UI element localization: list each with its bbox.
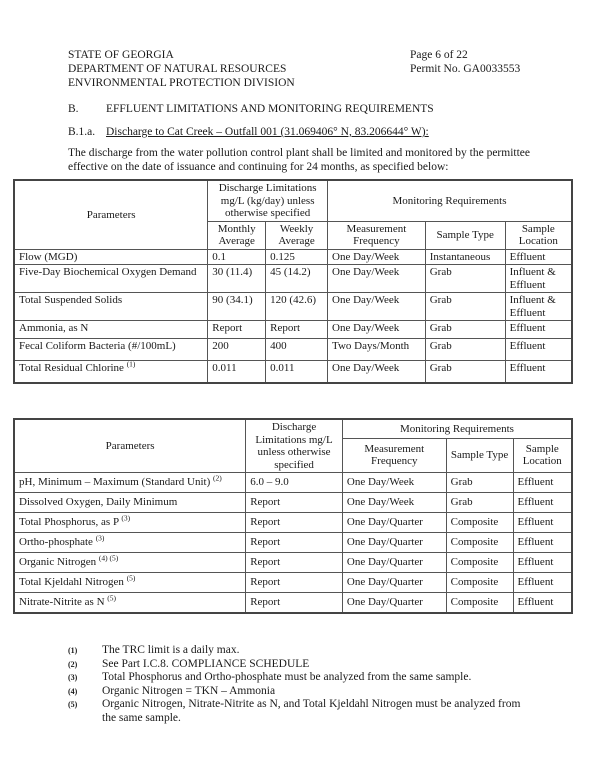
sample-location: Effluent xyxy=(513,493,572,513)
parameter-name: Total Kjeldahl Nitrogen xyxy=(19,576,124,589)
footnotes xyxy=(68,644,522,725)
footnote-text: See Part I.C.8. COMPLIANCE SCHEDULE xyxy=(102,657,310,670)
footnote-ref: (3) xyxy=(121,513,131,523)
table2-header-monitoring: Monitoring Requirements xyxy=(342,419,572,438)
footnote-marker: (1) xyxy=(68,646,78,655)
table1-header-monitoring: Monitoring Requirements xyxy=(328,180,572,221)
parameter-name: Five-Day Biochemical Oxygen Demand xyxy=(19,266,197,278)
parameter-name: Total Suspended Solids xyxy=(19,294,123,306)
footnote-ref: (5) xyxy=(107,593,117,603)
table1-header-parameters: Parameters xyxy=(14,180,208,249)
agency-header xyxy=(68,48,295,90)
weekly-average: 0.125 xyxy=(266,249,328,265)
sample-type: Composite xyxy=(446,533,513,553)
parameter-cell xyxy=(14,339,208,361)
parameter-cell xyxy=(14,293,208,321)
section-number: B. xyxy=(68,103,79,115)
table-row xyxy=(14,513,572,533)
effluent-limits-table-1 xyxy=(13,179,573,384)
footnote-marker: (2) xyxy=(68,659,78,669)
parameter-cell xyxy=(14,573,246,593)
table2-header-frequency: Measurement Frequency xyxy=(342,438,446,472)
page-number: Page 6 of 22 xyxy=(410,49,468,61)
parameter-cell xyxy=(14,593,246,613)
measurement-frequency: One Day/Quarter xyxy=(342,513,446,533)
sample-location: Influent & Effluent xyxy=(505,293,572,321)
monthly-average: 90 (34.1) xyxy=(208,293,266,321)
sample-type: Grab xyxy=(425,321,505,339)
parameter-cell xyxy=(14,513,246,533)
table2-header-limits: Discharge Limitations mg/L unless otherwise specified xyxy=(246,419,343,473)
footnote xyxy=(68,644,522,658)
measurement-frequency: One Day/Week xyxy=(328,265,426,293)
sample-type: Composite xyxy=(446,593,513,613)
discharge-limit: Report xyxy=(246,513,343,533)
table1-header-weekly: Weekly Average xyxy=(266,221,328,249)
table-row xyxy=(14,493,572,513)
footnote-ref: (5) xyxy=(126,573,136,583)
discharge-limit: Report xyxy=(246,573,343,593)
weekly-average: 120 (42.6) xyxy=(266,293,328,321)
weekly-average: 400 xyxy=(266,339,328,361)
table1-header-type: Sample Type xyxy=(425,221,505,249)
sample-type: Grab xyxy=(446,493,513,513)
parameter-name: Nitrate-Nitrite as N xyxy=(19,596,105,608)
header-line-3: ENVIRONMENTAL PROTECTION DIVISION xyxy=(68,77,295,89)
table1-header-row-1 xyxy=(14,180,572,221)
sample-type: Grab xyxy=(446,473,513,493)
footnote-marker: (4) xyxy=(68,686,78,696)
sample-location: Influent & Effluent xyxy=(505,265,572,293)
measurement-frequency: One Day/Quarter xyxy=(342,573,446,593)
measurement-frequency: One Day/Week xyxy=(328,249,426,265)
sample-location: Effluent xyxy=(513,573,572,593)
sample-type: Grab xyxy=(425,293,505,321)
discharge-limit: Report xyxy=(246,533,343,553)
discharge-limit: 6.0 – 9.0 xyxy=(246,473,343,493)
sample-location: Effluent xyxy=(513,593,572,613)
sample-location: Effluent xyxy=(513,553,572,573)
sample-location: Effluent xyxy=(513,533,572,553)
parameter-name: Dissolved Oxygen, Daily Minimum xyxy=(19,496,178,509)
table-row xyxy=(14,473,572,493)
footnote-ref: (2) xyxy=(213,473,222,483)
footnote-text: Organic Nitrogen, Nitrate-Nitrite as N, and Total Kjeldahl Nitrogen must be analyzed from the same sample. xyxy=(102,698,521,724)
sample-location: Effluent xyxy=(513,473,572,493)
table2-header-row-1 xyxy=(14,419,572,438)
parameter-cell xyxy=(14,361,208,383)
sample-location: Effluent xyxy=(505,339,572,361)
parameter-name: Fecal Coliform Bacteria (#/100mL) xyxy=(19,340,176,352)
subsection-title: Discharge to Cat Creek – Outfall 001 (31.069406° N, 83.206644° W): xyxy=(106,126,429,138)
table1-header-monthly: Monthly Average xyxy=(208,221,266,249)
table-row xyxy=(14,265,572,293)
footnote-marker: (3) xyxy=(68,673,78,682)
sample-type: Composite xyxy=(446,513,513,533)
table1-header-limits: Discharge Limitations mg/L (kg/day) unless otherwise specified xyxy=(208,180,328,221)
intro-paragraph: The discharge from the water pollution control plant shall be limited and monitored by the permittee effective on the date of issuance and continuing for 24 months, as specified below: xyxy=(68,147,530,173)
footnote-ref: (1) xyxy=(126,359,136,369)
footnote-text: The TRC limit is a daily max. xyxy=(102,644,240,656)
monthly-average: 0.011 xyxy=(208,361,266,383)
measurement-frequency: One Day/Week xyxy=(328,361,426,383)
footnote-ref: (4) (5) xyxy=(98,553,119,563)
sample-type: Instantaneous xyxy=(425,249,505,265)
sample-type: Grab xyxy=(425,339,505,361)
footnote xyxy=(68,671,522,685)
parameter-cell xyxy=(14,265,208,293)
sample-type: Grab xyxy=(425,361,505,383)
table-row xyxy=(14,553,572,573)
table-row xyxy=(14,533,572,553)
measurement-frequency: One Day/Quarter xyxy=(342,533,446,553)
page-info xyxy=(410,48,520,76)
parameter-name: Flow (MGD) xyxy=(19,250,78,263)
section-title: EFFLUENT LIMITATIONS AND MONITORING REQUIREMENTS xyxy=(106,103,434,115)
sample-location: Effluent xyxy=(505,249,572,265)
parameter-name: Organic Nitrogen xyxy=(19,556,97,569)
parameter-cell xyxy=(14,321,208,339)
table-row xyxy=(14,339,572,361)
parameter-name: Ammonia, as N xyxy=(19,322,89,334)
parameter-name: Total Residual Chlorine xyxy=(19,362,124,374)
footnote xyxy=(68,658,522,672)
subsection-number: B.1.a. xyxy=(68,126,96,138)
sample-location: Effluent xyxy=(505,321,572,339)
weekly-average: 45 (14.2) xyxy=(266,265,328,293)
permit-number: Permit No. GA0033553 xyxy=(410,63,521,75)
table-row xyxy=(14,249,572,265)
parameter-name: pH, Minimum – Maximum (Standard Unit) xyxy=(19,476,211,489)
weekly-average: 0.011 xyxy=(266,361,328,383)
monthly-average: Report xyxy=(208,321,266,339)
sample-location: Effluent xyxy=(505,361,572,383)
table-row xyxy=(14,321,572,339)
measurement-frequency: Two Days/Month xyxy=(328,339,426,361)
footnote xyxy=(68,685,522,699)
monthly-average: 200 xyxy=(208,339,266,361)
footnote-text: Total Phosphorus and Ortho-phosphate must be analyzed from the same sample. xyxy=(102,671,472,683)
table-row xyxy=(14,293,572,321)
header-line-1: STATE OF GEORGIA xyxy=(68,49,174,61)
measurement-frequency: One Day/Quarter xyxy=(342,593,446,613)
parameter-cell xyxy=(14,473,246,493)
weekly-average: Report xyxy=(266,321,328,339)
sample-type: Grab xyxy=(425,265,505,293)
parameter-name: Total Phosphorus, as P xyxy=(19,516,119,529)
discharge-limit: Report xyxy=(246,593,343,613)
parameter-cell xyxy=(14,533,246,553)
footnote-ref: (3) xyxy=(95,533,105,543)
table2-header-type: Sample Type xyxy=(446,438,513,472)
measurement-frequency: One Day/Quarter xyxy=(342,553,446,573)
parameter-cell xyxy=(14,493,246,513)
table2-body xyxy=(14,473,572,613)
table2-header-parameters: Parameters xyxy=(14,419,246,473)
effluent-limits-table-2 xyxy=(13,418,573,614)
table-row xyxy=(14,573,572,593)
parameter-cell xyxy=(14,553,246,573)
sample-location: Effluent xyxy=(513,513,572,533)
measurement-frequency: One Day/Week xyxy=(328,321,426,339)
monthly-average: 0.1 xyxy=(208,249,266,265)
discharge-limit: Report xyxy=(246,493,343,513)
subsection-heading xyxy=(68,126,429,138)
table-row xyxy=(14,361,572,383)
table1-body xyxy=(14,249,572,383)
sample-type: Composite xyxy=(446,553,513,573)
header-line-2: DEPARTMENT OF NATURAL RESOURCES xyxy=(68,63,287,75)
table2-header-location: Sample Location xyxy=(513,438,572,472)
monthly-average: 30 (11.4) xyxy=(208,265,266,293)
footnote xyxy=(68,698,522,725)
measurement-frequency: One Day/Week xyxy=(342,473,446,493)
measurement-frequency: One Day/Week xyxy=(342,493,446,513)
table1-header-location: Sample Location xyxy=(505,221,572,249)
measurement-frequency: One Day/Week xyxy=(328,293,426,321)
table1-header-frequency: Measurement Frequency xyxy=(328,221,426,249)
sample-type: Composite xyxy=(446,573,513,593)
footnote-text: Organic Nitrogen = TKN – Ammonia xyxy=(102,684,276,697)
section-heading xyxy=(68,103,434,115)
table-row xyxy=(14,593,572,613)
footnote-marker: (5) xyxy=(68,700,78,709)
parameter-cell xyxy=(14,249,208,265)
discharge-limit: Report xyxy=(246,553,343,573)
parameter-name: Ortho-phosphate xyxy=(19,536,93,549)
